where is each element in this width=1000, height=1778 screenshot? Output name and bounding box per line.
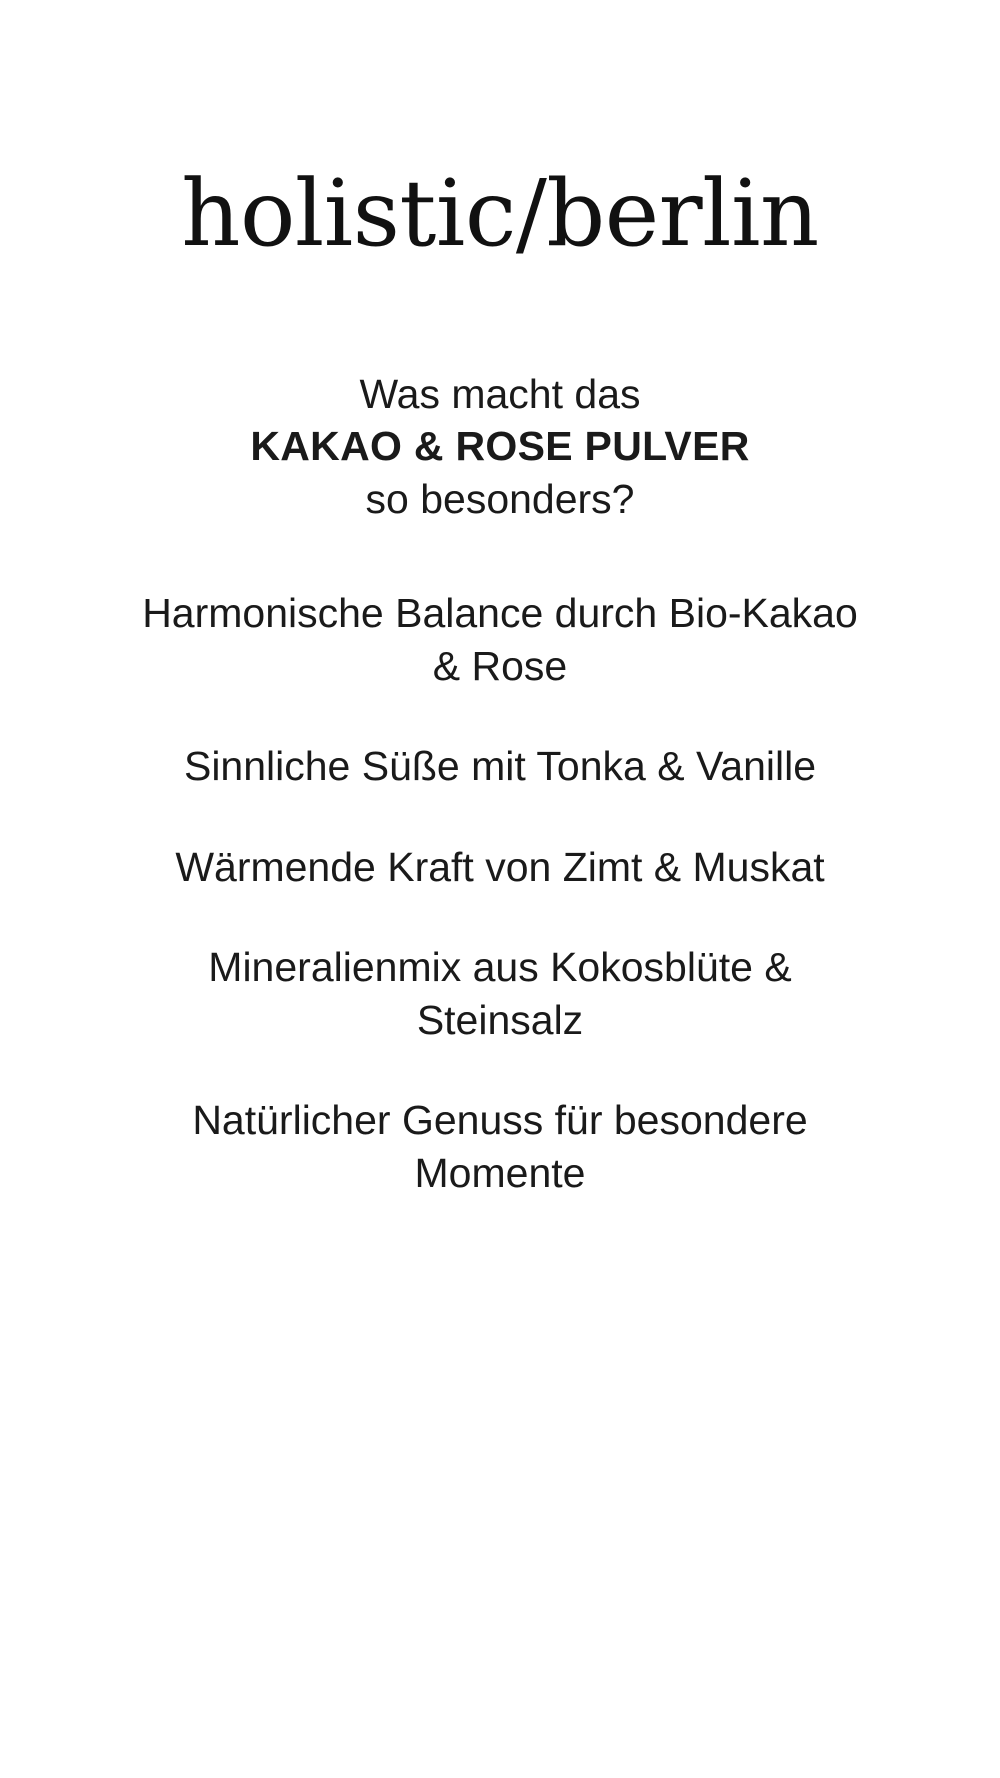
benefit-list [110,587,890,1199]
headline-product-name: KAKAO & ROSE PULVER [250,423,750,470]
bottom-spacer [110,1199,890,1319]
headline-line-3: so besonders? [365,475,635,522]
headline-line-1: Was macht das [359,371,641,417]
benefit-item: Mineralienmix aus Kokosblüte & Steinsalz [208,944,792,1043]
brand-wordmark: holistic/berlin [181,160,819,267]
benefit-item: Wärmende Kraft von Zimt & Muskat [175,843,825,890]
benefit-item: Harmonische Balance durch Bio-Kakao & Rose [142,590,858,689]
headline-block [110,368,890,525]
benefit-item: Natürlicher Genuss für besondere Momente [192,1097,808,1196]
benefit-item: Sinnliche Süße mit Tonka & Vanille [183,743,817,790]
